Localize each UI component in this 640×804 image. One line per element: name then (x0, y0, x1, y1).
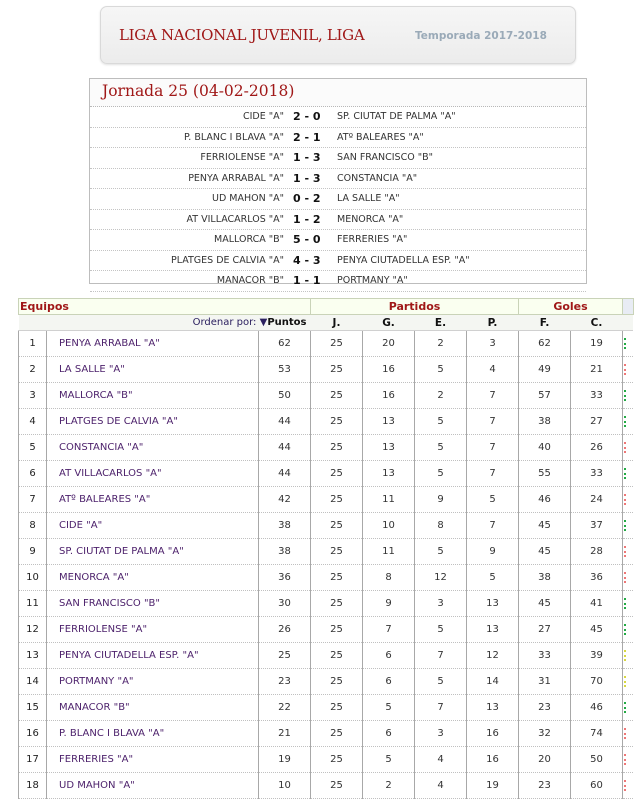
team-name[interactable]: CONSTANCIA "A" (47, 435, 259, 461)
drawn: 7 (415, 643, 467, 669)
goals-for: 32 (519, 721, 571, 747)
lost: 5 (467, 487, 519, 513)
goals-for: 33 (519, 643, 571, 669)
points: 26 (259, 617, 311, 643)
drawn: 12 (415, 565, 467, 591)
match-score: 5 - 0 (293, 233, 321, 246)
position: 16 (19, 721, 47, 747)
form-indicator (623, 461, 634, 487)
goals-against: 39 (571, 643, 623, 669)
matchday-title: Jornada 25 (04-02-2018) (102, 82, 295, 100)
triangle-down-icon: ▼ (259, 317, 268, 328)
home-team: CIDE "A" (242, 111, 284, 122)
drawn: 2 (415, 331, 467, 357)
home-team: UD MAHON "A" (212, 193, 284, 204)
form-indicator (623, 539, 634, 565)
lost: 13 (467, 695, 519, 721)
team-name[interactable]: UD MAHON "A" (47, 773, 259, 799)
table-row (19, 383, 634, 409)
played: 25 (311, 461, 363, 487)
won: 10 (363, 513, 415, 539)
drawn: 5 (415, 409, 467, 435)
form-indicator (623, 565, 634, 591)
played: 25 (311, 383, 363, 409)
won: 2 (363, 773, 415, 799)
lost: 4 (467, 357, 519, 383)
points: 44 (259, 409, 311, 435)
goals-for: 20 (519, 747, 571, 773)
goals-against: 27 (571, 409, 623, 435)
form-indicator (623, 747, 634, 773)
season-label: Temporada 2017-2018 (415, 30, 547, 42)
home-team: AT VILLACARLOS "A" (186, 213, 284, 225)
played: 25 (311, 513, 363, 539)
goals-against: 33 (571, 383, 623, 409)
form-mark-icon (624, 780, 628, 791)
lost: 7 (467, 513, 519, 539)
goals-for: 62 (519, 331, 571, 357)
home-team: MANACOR "B" (216, 275, 284, 286)
played: 25 (311, 539, 363, 565)
team-name[interactable]: PENYA CIUTADELLA ESP. "A" (47, 643, 259, 669)
team-name[interactable]: FERRERIES "A" (47, 747, 259, 773)
column-header-goals-for[interactable]: F. (519, 315, 571, 331)
played: 25 (311, 409, 363, 435)
goals-for: 55 (519, 461, 571, 487)
points: 62 (259, 331, 311, 357)
form-mark-icon (624, 520, 628, 531)
form-mark-icon (624, 338, 628, 349)
team-name[interactable]: MENORCA "A" (47, 565, 259, 591)
goals-against: 21 (571, 357, 623, 383)
team-name[interactable]: PLATGES DE CALVIA "A" (47, 409, 259, 435)
played: 25 (311, 695, 363, 721)
position: 17 (19, 747, 47, 773)
form-indicator (623, 487, 634, 513)
home-team: MALLORCA "B" (214, 234, 284, 245)
home-team: PENYA ARRABAL "A" (188, 172, 284, 184)
lost: 5 (467, 565, 519, 591)
form-indicator (623, 331, 634, 357)
points: 44 (259, 435, 311, 461)
goals-for: 27 (519, 617, 571, 643)
form-mark-icon (624, 754, 628, 765)
played: 25 (311, 435, 363, 461)
goals-against: 37 (571, 513, 623, 539)
won: 20 (363, 331, 415, 357)
won: 6 (363, 643, 415, 669)
points: 30 (259, 591, 311, 617)
form-mark-icon (624, 624, 628, 635)
played: 25 (311, 721, 363, 747)
table-row (19, 331, 634, 357)
league-title: LIGA NACIONAL JUVENIL, LIGA (119, 26, 365, 44)
lost: 19 (467, 773, 519, 799)
position: 4 (19, 409, 47, 435)
played: 25 (311, 357, 363, 383)
position: 1 (19, 331, 47, 357)
match-score: 2 - 0 (293, 110, 321, 123)
played: 25 (311, 487, 363, 513)
match-score: 2 - 1 (293, 130, 321, 144)
points: 10 (259, 773, 311, 799)
lost: 7 (467, 461, 519, 487)
goals-for: 23 (519, 773, 571, 799)
points: 21 (259, 721, 311, 747)
team-name[interactable]: AT VILLACARLOS "A" (47, 461, 259, 487)
group-header-matches: Partidos (311, 299, 519, 315)
goals-for: 45 (519, 539, 571, 565)
position: 12 (19, 617, 47, 643)
table-row (19, 357, 634, 383)
drawn: 4 (415, 747, 467, 773)
table-row (19, 643, 634, 669)
form-mark-icon (624, 598, 628, 609)
form-mark-icon (624, 546, 628, 557)
drawn: 5 (415, 539, 467, 565)
points: 53 (259, 357, 311, 383)
goals-against: 45 (571, 617, 623, 643)
form-mark-icon (624, 494, 628, 505)
table-row (19, 487, 634, 513)
won: 16 (363, 383, 415, 409)
column-header-won[interactable]: G. (363, 315, 415, 331)
match-row (90, 148, 586, 169)
away-team: FERRERIES "A" (337, 234, 408, 245)
goals-for: 57 (519, 383, 571, 409)
table-row (19, 461, 634, 487)
form-indicator (623, 643, 634, 669)
played: 25 (311, 565, 363, 591)
goals-against: 19 (571, 331, 623, 357)
table-row (19, 435, 634, 461)
match-score: 0 - 2 (293, 192, 321, 205)
goals-for: 45 (519, 591, 571, 617)
goals-for: 49 (519, 357, 571, 383)
played: 25 (311, 747, 363, 773)
group-header-teams: Equipos (19, 299, 311, 315)
match-row (90, 230, 586, 251)
drawn: 7 (415, 695, 467, 721)
lost: 3 (467, 331, 519, 357)
drawn: 5 (415, 669, 467, 695)
table-row (19, 409, 634, 435)
table-row (19, 513, 634, 539)
sort-control[interactable] (19, 315, 311, 331)
form-indicator (623, 409, 634, 435)
column-header-goals-against[interactable]: C. (571, 315, 623, 331)
column-header-form (623, 315, 634, 331)
form-mark-icon (624, 416, 628, 427)
form-indicator (623, 591, 634, 617)
form-indicator (623, 357, 634, 383)
played: 25 (311, 331, 363, 357)
lost: 16 (467, 721, 519, 747)
match-row (90, 251, 586, 272)
won: 16 (363, 357, 415, 383)
won: 11 (363, 539, 415, 565)
table-row (19, 695, 634, 721)
away-team: MENORCA "A" (337, 213, 404, 225)
goals-against: 28 (571, 539, 623, 565)
position: 7 (19, 487, 47, 513)
form-mark-icon (624, 468, 628, 479)
match-row (90, 128, 586, 149)
position: 9 (19, 539, 47, 565)
position: 14 (19, 669, 47, 695)
drawn: 3 (415, 591, 467, 617)
goals-for: 23 (519, 695, 571, 721)
goals-for: 38 (519, 409, 571, 435)
group-header-row (19, 299, 634, 315)
drawn: 8 (415, 513, 467, 539)
goals-against: 26 (571, 435, 623, 461)
form-mark-icon (624, 702, 628, 713)
won: 13 (363, 435, 415, 461)
drawn: 2 (415, 383, 467, 409)
goals-for: 45 (519, 513, 571, 539)
form-indicator (623, 617, 634, 643)
column-header-points[interactable]: Puntos (267, 317, 307, 328)
match-row (90, 271, 586, 292)
team-name[interactable]: FERRIOLENSE "A" (47, 617, 259, 643)
match-row (90, 210, 586, 231)
form-mark-icon (624, 650, 628, 661)
position: 8 (19, 513, 47, 539)
points: 23 (259, 669, 311, 695)
table-row (19, 721, 634, 747)
played: 25 (311, 669, 363, 695)
won: 5 (363, 695, 415, 721)
league-banner (100, 6, 576, 64)
sort-label: Ordenar por: (192, 317, 257, 328)
form-indicator (623, 513, 634, 539)
drawn: 5 (415, 461, 467, 487)
lost: 13 (467, 591, 519, 617)
team-name[interactable]: CIDE "A" (47, 513, 259, 539)
lost: 14 (467, 669, 519, 695)
table-row (19, 565, 634, 591)
position: 13 (19, 643, 47, 669)
goals-for: 46 (519, 487, 571, 513)
form-mark-icon (624, 676, 628, 687)
won: 13 (363, 461, 415, 487)
away-team: SAN FRANCISCO "B" (337, 152, 433, 163)
points: 50 (259, 383, 311, 409)
matchday-results (89, 78, 587, 287)
match-score: 1 - 3 (293, 151, 321, 164)
lost: 13 (467, 617, 519, 643)
group-header-goals: Goles (519, 299, 623, 315)
won: 5 (363, 747, 415, 773)
column-header-played[interactable]: J. (311, 315, 363, 331)
away-team: CONSTANCIA "A" (337, 172, 418, 184)
form-indicator (623, 773, 634, 799)
points: 22 (259, 695, 311, 721)
points: 38 (259, 539, 311, 565)
matchday-header (90, 79, 586, 107)
away-team: SP. CIUTAT DE PALMA "A" (337, 111, 456, 122)
form-mark-icon (624, 442, 628, 453)
goals-against: 36 (571, 565, 623, 591)
played: 25 (311, 617, 363, 643)
played: 25 (311, 591, 363, 617)
table-row (19, 539, 634, 565)
column-header-lost[interactable]: P. (467, 315, 519, 331)
lost: 9 (467, 539, 519, 565)
position: 2 (19, 357, 47, 383)
team-name[interactable]: MALLORCA "B" (47, 383, 259, 409)
won: 8 (363, 565, 415, 591)
goals-against: 41 (571, 591, 623, 617)
column-header-drawn[interactable]: E. (415, 315, 467, 331)
team-name[interactable]: MANACOR "B" (47, 695, 259, 721)
form-mark-icon (624, 390, 628, 401)
form-indicator (623, 435, 634, 461)
home-team: P. BLANC I BLAVA "A" (184, 131, 284, 143)
match-score: 4 - 3 (293, 253, 321, 267)
standings-table (18, 298, 640, 799)
position: 3 (19, 383, 47, 409)
group-header-extra (623, 299, 634, 315)
won: 6 (363, 669, 415, 695)
drawn: 3 (415, 721, 467, 747)
won: 11 (363, 487, 415, 513)
goals-against: 70 (571, 669, 623, 695)
match-row (90, 189, 586, 210)
drawn: 9 (415, 487, 467, 513)
form-indicator (623, 383, 634, 409)
away-team: ATº BALEARES "A" (337, 131, 424, 143)
goals-against: 24 (571, 487, 623, 513)
lost: 12 (467, 643, 519, 669)
form-mark-icon (624, 364, 628, 375)
table-row (19, 669, 634, 695)
lost: 7 (467, 435, 519, 461)
drawn: 5 (415, 357, 467, 383)
position: 6 (19, 461, 47, 487)
team-name[interactable]: P. BLANC I BLAVA "A" (47, 721, 259, 747)
column-header-row (19, 315, 634, 331)
points: 42 (259, 487, 311, 513)
table-row (19, 747, 634, 773)
position: 10 (19, 565, 47, 591)
drawn: 5 (415, 617, 467, 643)
team-name[interactable]: PORTMANY "A" (47, 669, 259, 695)
lost: 16 (467, 747, 519, 773)
points: 25 (259, 643, 311, 669)
played: 25 (311, 773, 363, 799)
form-indicator (623, 695, 634, 721)
match-score: 1 - 3 (293, 171, 321, 185)
points: 36 (259, 565, 311, 591)
points: 38 (259, 513, 311, 539)
drawn: 5 (415, 435, 467, 461)
goals-against: 50 (571, 747, 623, 773)
position: 11 (19, 591, 47, 617)
table-row (19, 591, 634, 617)
goals-for: 40 (519, 435, 571, 461)
goals-against: 60 (571, 773, 623, 799)
points: 19 (259, 747, 311, 773)
team-name[interactable]: PENYA ARRABAL "A" (47, 331, 259, 357)
team-name[interactable]: SAN FRANCISCO "B" (47, 591, 259, 617)
away-team: PENYA CIUTADELLA ESP. "A" (337, 254, 470, 266)
lost: 7 (467, 409, 519, 435)
table-row (19, 617, 634, 643)
table-row (19, 773, 634, 799)
match-score: 1 - 2 (293, 212, 321, 226)
away-team: PORTMANY "A" (337, 275, 408, 286)
match-score: 1 - 1 (293, 274, 321, 287)
lost: 7 (467, 383, 519, 409)
home-team: FERRIOLENSE "A" (200, 152, 284, 163)
team-name[interactable]: ATº BALEARES "A" (47, 487, 259, 513)
goals-for: 38 (519, 565, 571, 591)
won: 6 (363, 721, 415, 747)
team-name[interactable]: LA SALLE "A" (47, 357, 259, 383)
goals-against: 74 (571, 721, 623, 747)
home-team: PLATGES DE CALVIA "A" (171, 254, 284, 266)
position: 18 (19, 773, 47, 799)
points: 44 (259, 461, 311, 487)
match-row (90, 169, 586, 190)
goals-against: 46 (571, 695, 623, 721)
form-mark-icon (624, 572, 628, 583)
played: 25 (311, 643, 363, 669)
goals-against: 33 (571, 461, 623, 487)
won: 9 (363, 591, 415, 617)
position: 15 (19, 695, 47, 721)
drawn: 4 (415, 773, 467, 799)
won: 13 (363, 409, 415, 435)
form-indicator (623, 669, 634, 695)
position: 5 (19, 435, 47, 461)
won: 7 (363, 617, 415, 643)
team-name[interactable]: SP. CIUTAT DE PALMA "A" (47, 539, 259, 565)
form-mark-icon (624, 728, 628, 739)
match-row (90, 107, 586, 128)
away-team: LA SALLE "A" (337, 193, 400, 204)
form-indicator (623, 721, 634, 747)
goals-for: 31 (519, 669, 571, 695)
